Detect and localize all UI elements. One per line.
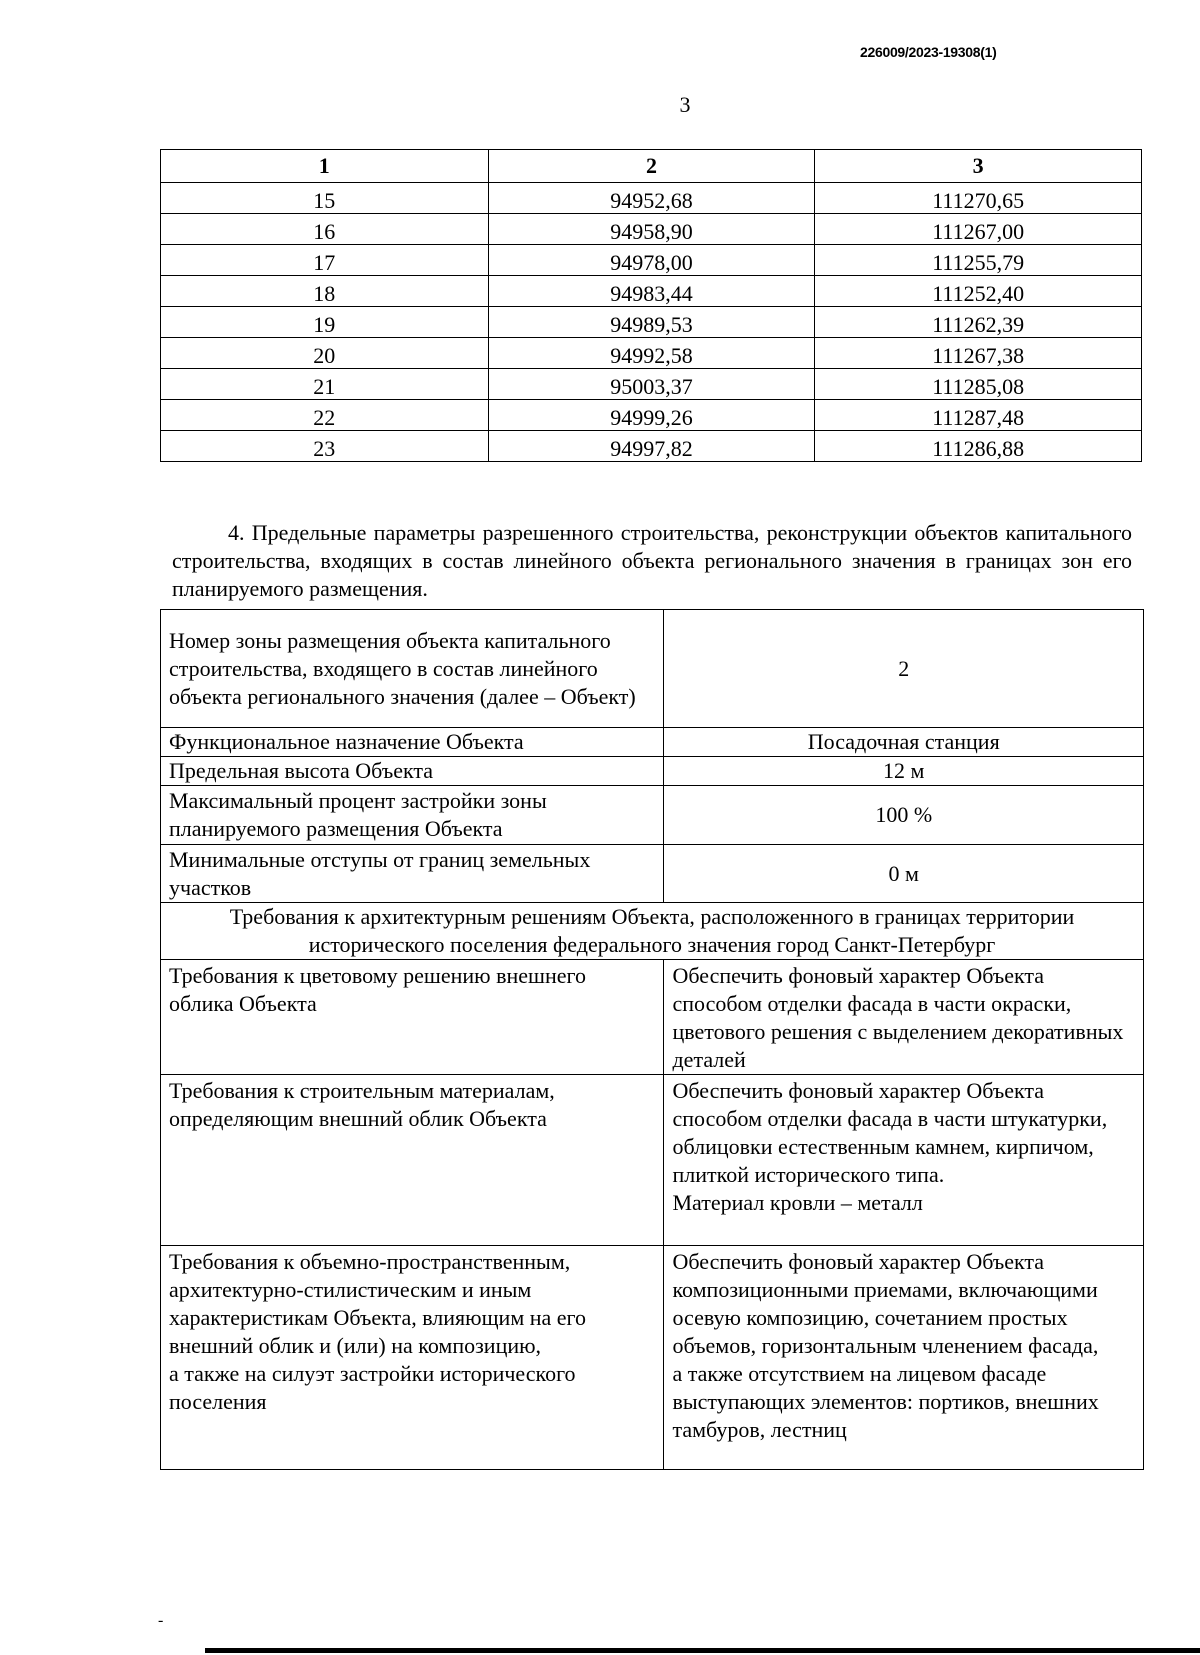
coord-y: 111255,79 (815, 245, 1142, 276)
document-number: 226009/2023-19308(1) (860, 44, 997, 60)
table-row (161, 1246, 1144, 1470)
point-number: 17 (161, 245, 489, 276)
table-row (161, 1075, 1144, 1246)
function-value: Посадочная станция (664, 728, 1144, 757)
table-row (161, 431, 1142, 462)
table-row (161, 307, 1142, 338)
coord-x: 94997,82 (488, 431, 815, 462)
coord-y: 111287,48 (815, 400, 1142, 431)
point-number: 16 (161, 214, 489, 245)
coverage-label: Максимальный процент застройки зоны планируемого размещения Объекта (161, 786, 664, 845)
coord-x: 94958,90 (488, 214, 815, 245)
setback-label: Минимальные отступы от границ земельных участков (161, 845, 664, 903)
table-row (161, 276, 1142, 307)
table-header-row (161, 150, 1142, 183)
coord-x: 94952,68 (488, 183, 815, 214)
zone-value: 2 (664, 610, 1144, 728)
table-row (161, 245, 1142, 276)
table-row (161, 214, 1142, 245)
coord-x: 94999,26 (488, 400, 815, 431)
table-row (161, 728, 1144, 757)
table-row (161, 369, 1142, 400)
point-number: 22 (161, 400, 489, 431)
zone-label: Номер зоны размещения объекта капитального строительства, входящего в состав линейного объекта регионального значения (далее – Объект) (161, 610, 664, 728)
coord-y: 111267,38 (815, 338, 1142, 369)
coord-y: 111262,39 (815, 307, 1142, 338)
table-row (161, 903, 1144, 960)
materials-requirements-value (664, 1075, 1144, 1246)
point-number: 19 (161, 307, 489, 338)
page-number: 3 (679, 92, 691, 117)
column-header: 2 (488, 150, 815, 183)
point-number: 15 (161, 183, 489, 214)
coord-y: 111286,88 (815, 431, 1142, 462)
color-requirements-label: Требования к цветовому решению внешнего облика Объекта (161, 960, 664, 1075)
color-requirements-value: Обеспечить фоновый характер Объекта способом отделки фасада в части окраски, цветового решения с выделением декоративных деталей (664, 960, 1144, 1075)
volume-value-line-1: Обеспечить фоновый характер Объекта композиционными приемами, включающими осевую композицию, сочетанием простых объемов, горизонтальным членением фасада, (672, 1249, 1099, 1358)
column-header: 1 (161, 150, 489, 183)
volume-requirements-value (664, 1246, 1144, 1470)
coord-x: 94989,53 (488, 307, 815, 338)
coord-y: 111270,65 (815, 183, 1142, 214)
point-number: 18 (161, 276, 489, 307)
footer-mark: - (158, 1612, 164, 1629)
coord-y: 111267,00 (815, 214, 1142, 245)
coord-x: 94983,44 (488, 276, 815, 307)
point-number: 20 (161, 338, 489, 369)
materials-requirements-label: Требования к строительным материалам, определяющим внешний облик Объекта (161, 1075, 664, 1246)
table-row (161, 757, 1144, 786)
table-row (161, 845, 1144, 903)
table-row (161, 960, 1144, 1075)
coordinates-table (160, 149, 1142, 462)
coord-y: 111252,40 (815, 276, 1142, 307)
table-row (161, 183, 1142, 214)
section-4-paragraph: 4. Предельные параметры разрешенного строительства, реконструкции объектов капитального строительства, входящих в состав линейного объекта регионального значения в границах зон его планируемого размещения. (172, 520, 1132, 601)
table-row (161, 786, 1144, 845)
coord-y: 111285,08 (815, 369, 1142, 400)
setback-value: 0 м (664, 845, 1144, 903)
height-label: Предельная высота Объекта (161, 757, 664, 786)
height-value: 12 м (664, 757, 1144, 786)
volume-requirements-label (161, 1246, 664, 1470)
table-row (161, 610, 1144, 728)
materials-value-line-1: Обеспечить фоновый характер Объекта способом отделки фасада в части штукатурки, облицовки естественным камнем, кирпичом, плиткой исторического типа. (672, 1078, 1108, 1187)
bottom-scan-edge (205, 1648, 1200, 1653)
coord-x: 94978,00 (488, 245, 815, 276)
materials-value-line-2: Материал кровли – металл (672, 1190, 923, 1215)
column-header: 3 (815, 150, 1142, 183)
volume-label-line-2: а также на силуэт застройки исторического поселения (169, 1361, 576, 1414)
coverage-value: 100 % (664, 786, 1144, 845)
table-row (161, 338, 1142, 369)
volume-label-line-1: Требования к объемно-пространственным, архитектурно-стилистическим и иным характеристикам Объекта, влияющим на его внешний облик и (или) на композицию, (169, 1249, 587, 1358)
coord-x: 95003,37 (488, 369, 815, 400)
point-number: 21 (161, 369, 489, 400)
volume-value-line-2: а также отсутствием на лицевом фасаде выступающих элементов: портиков, внешних тамбуров, лестниц (672, 1361, 1099, 1442)
coord-x: 94992,58 (488, 338, 815, 369)
function-label: Функциональное назначение Объекта (161, 728, 664, 757)
point-number: 23 (161, 431, 489, 462)
table-row (161, 400, 1142, 431)
parameters-table (160, 609, 1144, 1470)
architecture-requirements-heading: Требования к архитектурным решениям Объекта, расположенного в границах территории исторического поселения федерального значения город Санкт-Петербург (161, 903, 1144, 960)
